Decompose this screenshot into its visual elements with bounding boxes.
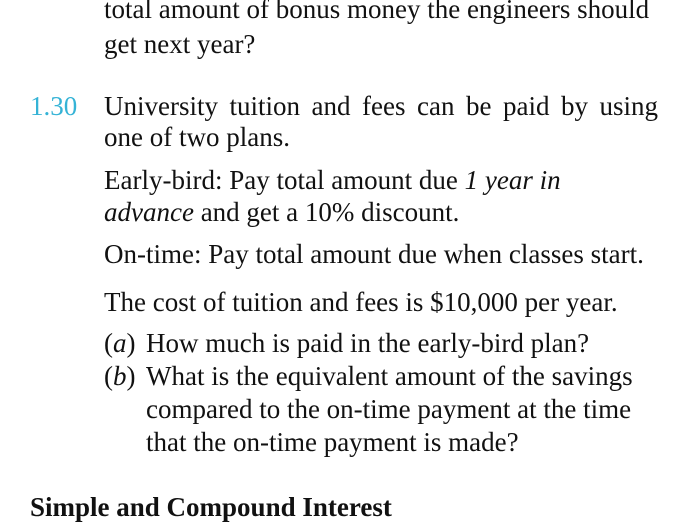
part-b-label-close: ) [126, 361, 136, 391]
part-b-question-line-1: What is the equivalent amount of the savings [146, 361, 633, 391]
part-a-question: How much is paid in the early-bird plan? [146, 328, 590, 358]
early-bird-plan-line-1 [104, 163, 561, 197]
prev-problem-line-2: get next year? [104, 29, 256, 59]
early-bird-plan-line-2 [104, 195, 459, 229]
part-b-letter: b [113, 361, 127, 391]
part-b-question-line-3: that the on-time payment is made? [146, 427, 519, 457]
on-time-plan: On-time: Pay total amount due when classes start. [104, 239, 644, 269]
part-a-label-close: ) [126, 328, 136, 358]
early-bird-prefix: Early-bird: Pay total amount due [104, 165, 465, 195]
part-b-question-line-2: compared to the on-time payment at the time [146, 394, 632, 424]
part-b-label-open: ( [104, 361, 113, 391]
part-a-label-open: ( [104, 328, 113, 358]
part-a-letter: a [113, 328, 127, 358]
tuition-cost: The cost of tuition and fees is $10,000 per year. [104, 287, 618, 317]
early-bird-italic-1: 1 year in [464, 165, 561, 195]
problem-intro-line-2: one of two plans. [104, 122, 290, 152]
part-a-label [104, 326, 136, 360]
problem-intro-line-1: University tuition and fees can be paid by using [104, 91, 658, 121]
part-b-label [104, 359, 136, 393]
prev-problem-line-1: total amount of bonus money the engineers should [104, 0, 650, 24]
early-bird-italic-2: advance [104, 197, 194, 227]
early-bird-suffix: and get a 10% discount. [193, 197, 460, 227]
section-heading: Simple and Compound Interest [30, 492, 392, 522]
problem-number: 1.30 [30, 91, 78, 121]
